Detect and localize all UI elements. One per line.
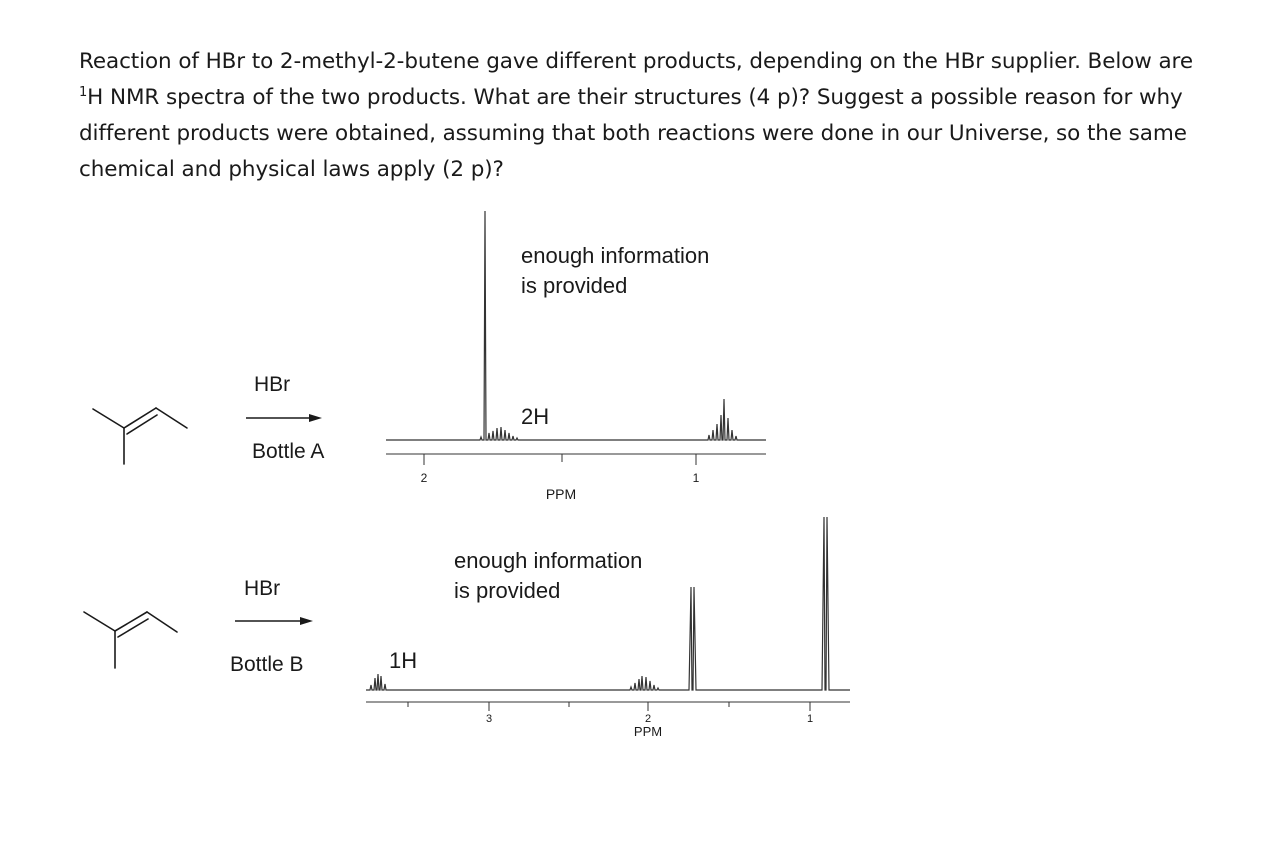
tick-label-3-b: 3 — [485, 713, 493, 725]
question-line-3: different products were obtained, assuming that both reactions were done in our Universe, so the same — [79, 121, 1187, 146]
tick-label-1-b: 1 — [806, 713, 814, 725]
condition-label-b: Bottle B — [230, 653, 304, 676]
reaction-arrow-b — [235, 617, 313, 625]
question-line-4: chemical and physical laws apply (2 p)? — [79, 157, 504, 182]
reagent-label-a: HBr — [254, 373, 291, 396]
reaction-arrow-a — [246, 414, 322, 422]
question-line-1: Reaction of HBr to 2-methyl-2-butene gave different products, depending on the HBr supplier. Below are — [79, 49, 1193, 74]
integration-label-a: 2H — [521, 404, 550, 429]
question-line-2-text: H NMR spectra of the two products. What are their structures (4 p)? Suggest a possible reason for why — [87, 85, 1183, 110]
tick-label-1-a: 1 — [692, 471, 700, 485]
tick-label-2-b: 2 — [644, 713, 652, 725]
reactant-structure-a — [93, 408, 187, 464]
axis-label-b: PPM — [633, 724, 663, 739]
tick-label-2-a: 2 — [420, 471, 428, 485]
note-line1-b: enough information — [454, 548, 643, 573]
condition-label-a: Bottle A — [252, 440, 325, 463]
axis-label-a: PPM — [545, 486, 577, 502]
spectrum-trace-b — [366, 517, 850, 690]
nmr-spectrum-a — [386, 211, 766, 502]
note-line2-a: is provided — [521, 273, 628, 298]
reagent-label-b: HBr — [244, 577, 281, 600]
note-line1-a: enough information — [521, 243, 710, 268]
note-line2-b: is provided — [454, 578, 561, 603]
nmr-spectrum-b — [366, 517, 850, 739]
reactant-structure-b — [84, 612, 177, 668]
superscript-one: 1 — [79, 84, 88, 100]
integration-label-b: 1H — [389, 648, 418, 673]
